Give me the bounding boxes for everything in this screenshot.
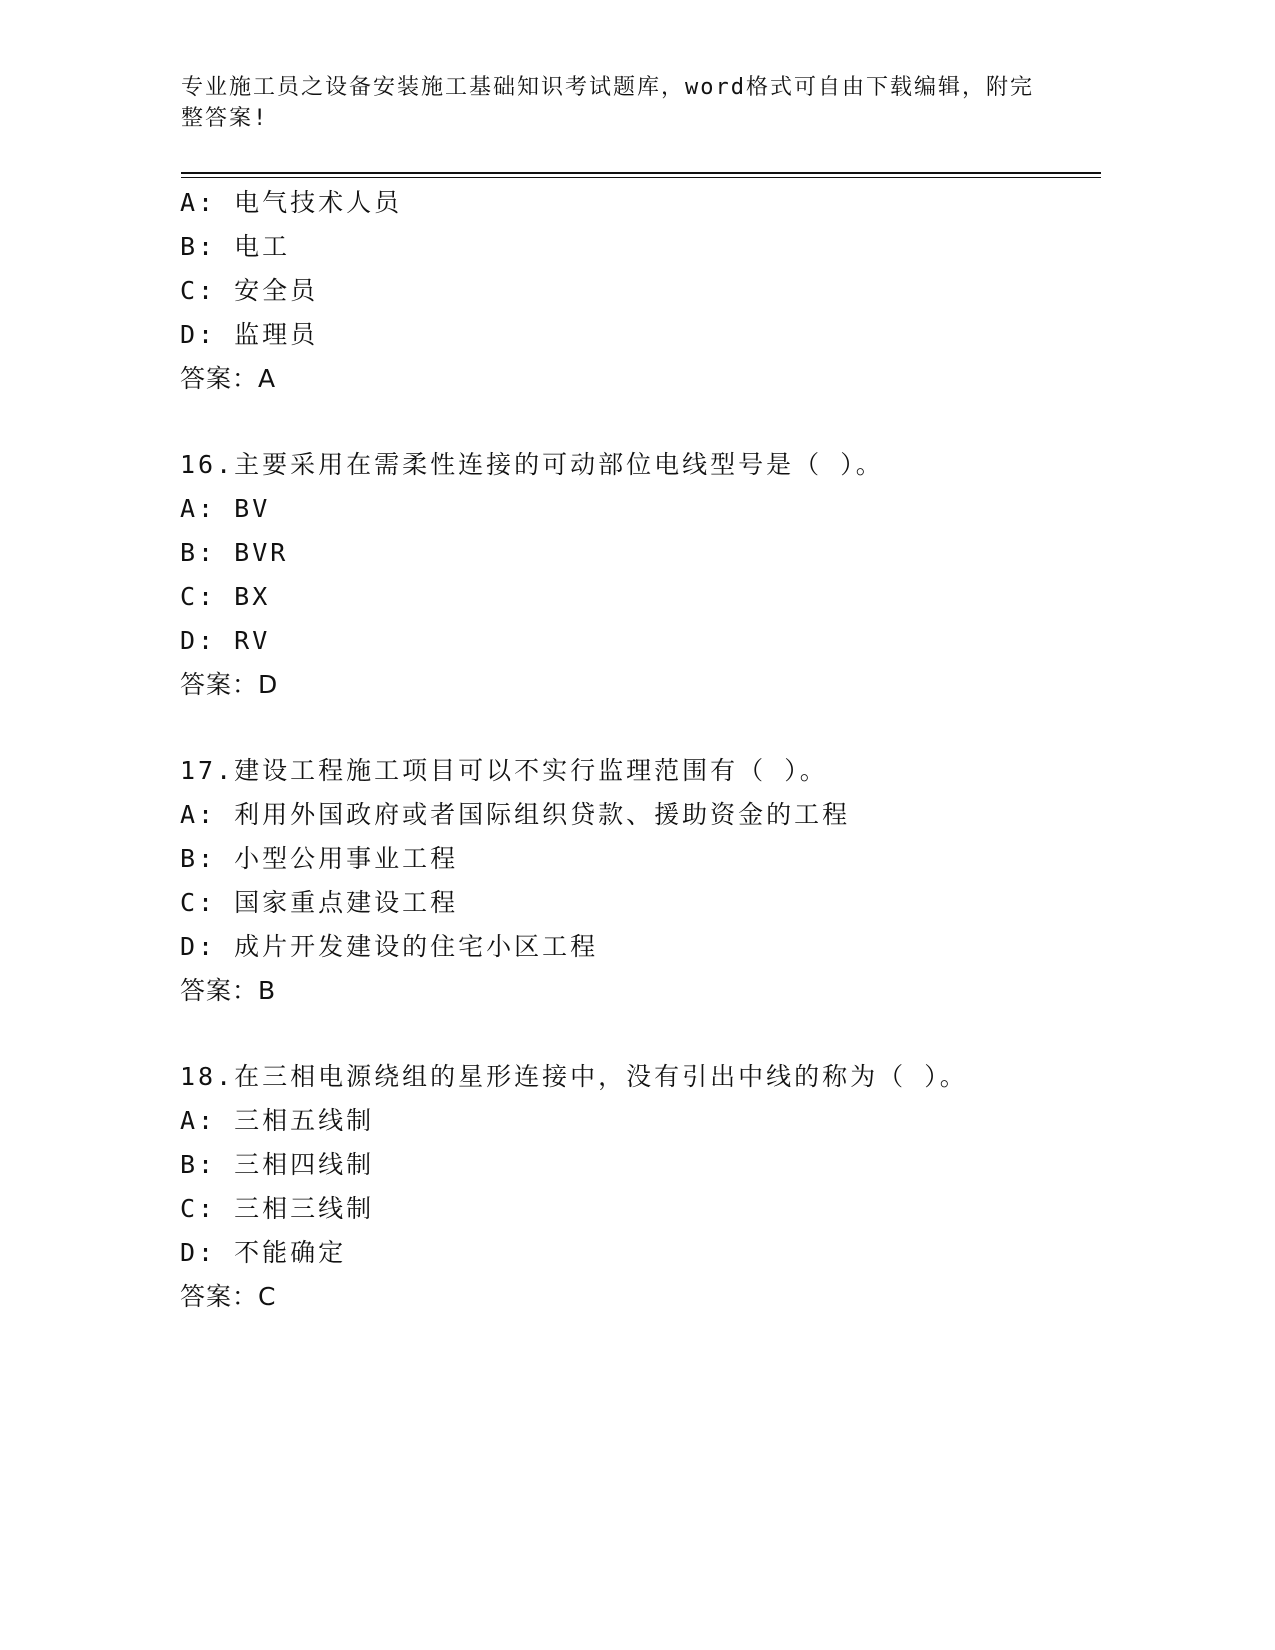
answer-line: 答案：A (180, 364, 277, 393)
question-block-15 (180, 181, 1100, 401)
option-c: C: 国家重点建设工程 (180, 888, 459, 917)
question-stem: 18.在三相电源绕组的星形连接中，没有引出中线的称为（ ）。 (180, 1062, 968, 1091)
option-d: D: RV (180, 626, 271, 655)
spacer (180, 707, 1100, 749)
answer-line: 答案：C (180, 1282, 277, 1311)
question-list (180, 181, 1100, 1319)
option-b: B: BVR (180, 538, 289, 567)
option-d: D: 监理员 (180, 320, 319, 349)
answer-line: 答案：D (180, 670, 279, 699)
question-block-17 (180, 749, 1100, 1013)
spacer (180, 401, 1100, 443)
option-a: A: 电气技术人员 (180, 188, 403, 217)
option-b: B: 三相四线制 (180, 1150, 375, 1179)
option-a: A: 利用外国政府或者国际组织贷款、援助资金的工程 (180, 800, 851, 829)
question-block-16 (180, 443, 1100, 707)
spacer (180, 1013, 1100, 1055)
option-a: A: BV (180, 494, 271, 523)
option-d: D: 成片开发建设的住宅小区工程 (180, 932, 599, 961)
option-c: C: 安全员 (180, 276, 319, 305)
question-block-18 (180, 1055, 1100, 1319)
option-a: A: 三相五线制 (180, 1106, 375, 1135)
option-c: C: BX (180, 582, 271, 611)
option-d: D: 不能确定 (180, 1238, 347, 1267)
question-stem: 16.主要采用在需柔性连接的可动部位电线型号是（ ）。 (180, 450, 884, 479)
option-c: C: 三相三线制 (180, 1194, 375, 1223)
document-header: 专业施工员之设备安装施工基础知识考试题库，word格式可自由下载编辑，附完整答案! (181, 75, 1034, 131)
header-divider-thick (181, 172, 1101, 174)
answer-line: 答案：B (180, 976, 277, 1005)
option-b: B: 电工 (180, 232, 291, 261)
option-b: B: 小型公用事业工程 (180, 844, 459, 873)
header-divider-thin (181, 177, 1101, 178)
question-stem: 17.建设工程施工项目可以不实行监理范围有（ ）。 (180, 756, 828, 785)
